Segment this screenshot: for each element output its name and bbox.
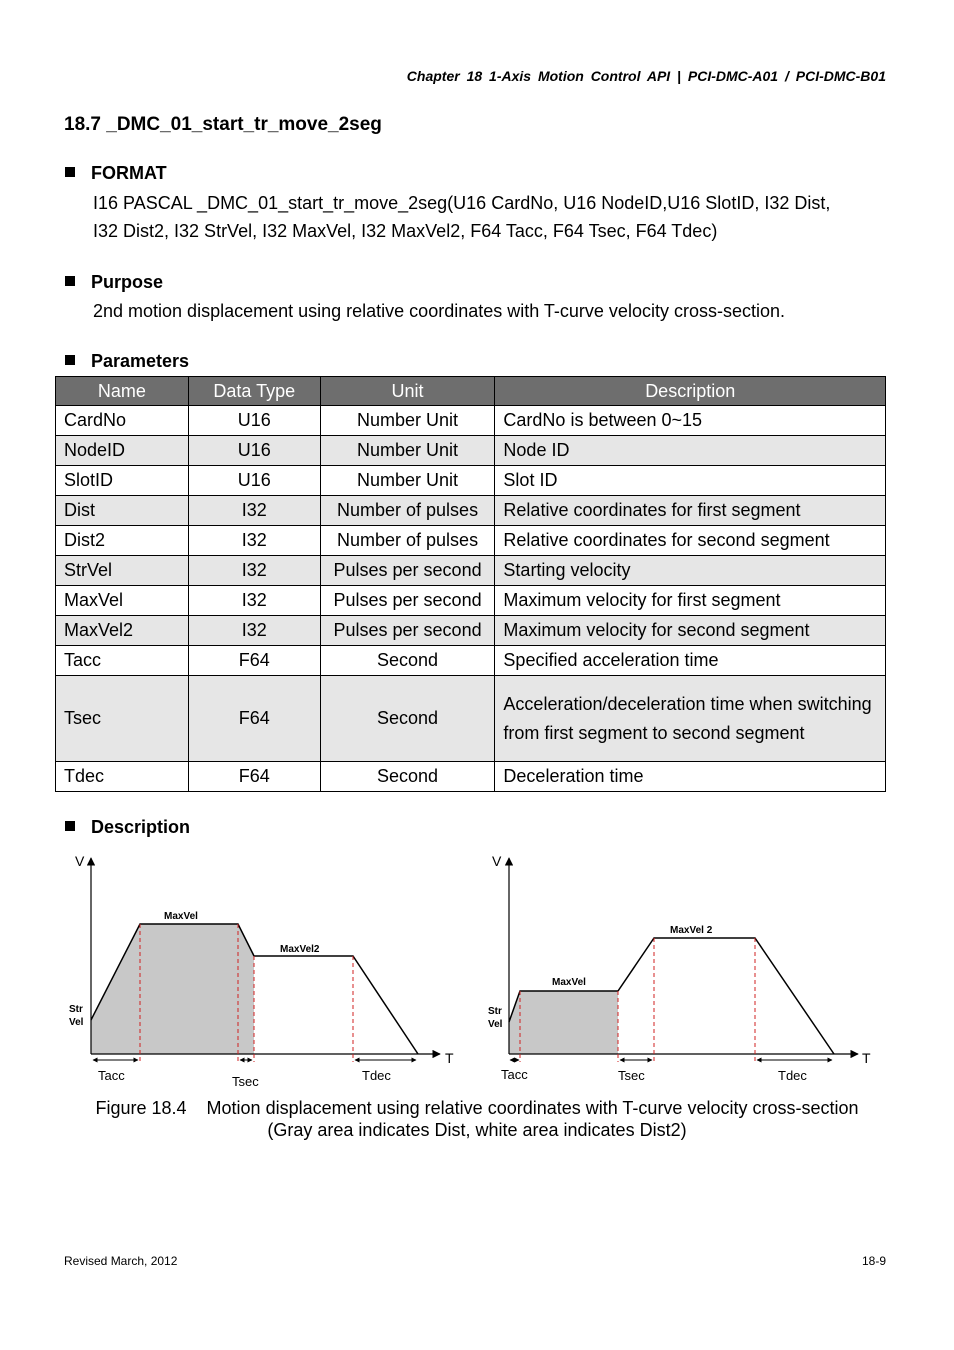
- footer-page-number: 18-9: [861, 1254, 886, 1268]
- param-description: Maximum velocity for second segment: [495, 616, 886, 646]
- format-line-1: I16 PASCAL _DMC_01_start_tr_move_2seg(U16 CardNo, U16 NodeID,U16 SlotID, I32 Dist,: [93, 193, 831, 213]
- column-header-name: Name: [56, 377, 189, 406]
- param-type: I32: [188, 586, 320, 616]
- figure-caption-line-1: Figure 18.4 Motion displacement using relative coordinates with T-curve velocity cross-section: [95, 1098, 859, 1118]
- param-unit: Number Unit: [320, 436, 495, 466]
- param-name: MaxVel2: [56, 616, 189, 646]
- param-name: StrVel: [56, 556, 189, 586]
- table-row: [56, 496, 886, 526]
- param-unit: Second: [320, 762, 495, 792]
- param-name: MaxVel: [56, 586, 189, 616]
- left-strvel-label-1: Str: [69, 1004, 83, 1015]
- param-description: Node ID: [495, 436, 886, 466]
- purpose-heading-label: Purpose: [91, 272, 164, 292]
- column-header-description: Description: [495, 377, 886, 406]
- column-header-unit: Unit: [320, 377, 495, 406]
- left-tacc-label: Tacc: [98, 1068, 125, 1083]
- velocity-profile-figure: [60, 848, 890, 1093]
- format-line-2: I32 Dist2, I32 StrVel, I32 MaxVel, I32 MaxVel2, F64 Tacc, F64 Tsec, F64 Tdec): [93, 221, 718, 241]
- param-description: Deceleration time: [495, 762, 886, 792]
- right-maxvel-label: MaxVel: [552, 977, 586, 988]
- param-description: Specified acceleration time: [495, 646, 886, 676]
- footer-revision: Revised March, 2012: [64, 1254, 178, 1268]
- param-type: I32: [188, 496, 320, 526]
- left-profile-diagram: [69, 853, 454, 1089]
- format-heading: [65, 163, 167, 184]
- param-unit: Second: [320, 676, 495, 762]
- param-description: Starting velocity: [495, 556, 886, 586]
- param-name: CardNo: [56, 406, 189, 436]
- param-description: Relative coordinates for first segment: [495, 496, 886, 526]
- param-name: Dist: [56, 496, 189, 526]
- param-description: Slot ID: [495, 466, 886, 496]
- left-t-label: T: [445, 1050, 454, 1066]
- right-dist-area: [509, 991, 618, 1054]
- param-type: U16: [188, 436, 320, 466]
- parameters-table: [55, 376, 886, 792]
- param-type: I32: [188, 526, 320, 556]
- right-maxvel2-label: MaxVel 2: [670, 925, 713, 936]
- bullet-square-icon: [65, 276, 75, 286]
- param-unit: Number Unit: [320, 406, 495, 436]
- right-strvel-label-1: Str: [488, 1006, 502, 1017]
- param-description: Maximum velocity for first segment: [495, 586, 886, 616]
- param-type: F64: [188, 646, 320, 676]
- column-header-data-type: Data Type: [188, 377, 320, 406]
- table-row: [56, 556, 886, 586]
- table-row: [56, 762, 886, 792]
- param-description: Relative coordinates for second segment: [495, 526, 886, 556]
- description-heading: [65, 817, 190, 838]
- table-row: [56, 406, 886, 436]
- section-title: 18.7 _DMC_01_start_tr_move_2seg: [64, 114, 382, 135]
- purpose-heading: [65, 272, 163, 293]
- table-row: [56, 676, 886, 762]
- param-unit: Pulses per second: [320, 556, 495, 586]
- param-unit: Pulses per second: [320, 616, 495, 646]
- bullet-square-icon: [65, 167, 75, 177]
- right-v-label: V: [492, 853, 502, 869]
- param-name: Tsec: [56, 676, 189, 762]
- table-header-row: [56, 377, 886, 406]
- parameters-heading: [65, 351, 189, 372]
- param-type: F64: [188, 762, 320, 792]
- param-unit: Second: [320, 646, 495, 676]
- right-tdec-label: Tdec: [778, 1068, 807, 1083]
- param-unit: Number of pulses: [320, 526, 495, 556]
- parameters-heading-label: Parameters: [91, 351, 190, 371]
- figure-caption: [0, 1097, 954, 1141]
- left-v-label: V: [75, 853, 85, 869]
- left-dist-area: [91, 924, 254, 1054]
- param-type: I32: [188, 616, 320, 646]
- left-tsec-label: Tsec: [232, 1074, 259, 1089]
- table-row: [56, 586, 886, 616]
- param-type: U16: [188, 406, 320, 436]
- param-type: I32: [188, 556, 320, 586]
- param-description: Acceleration/deceleration time when switching from first segment to second segment: [495, 676, 886, 762]
- running-header: Chapter 18 1-Axis Motion Control API | PCI-DMC-A01 / PCI-DMC-B01: [406, 68, 886, 84]
- figure-caption-line-2: (Gray area indicates Dist, white area indicates Dist2): [267, 1120, 687, 1140]
- left-maxvel2-label: MaxVel2: [280, 944, 320, 955]
- format-heading-label: FORMAT: [91, 163, 167, 183]
- table-row: [56, 466, 886, 496]
- param-type: U16: [188, 466, 320, 496]
- left-tdec-label: Tdec: [362, 1068, 391, 1083]
- bullet-square-icon: [65, 821, 75, 831]
- param-name: SlotID: [56, 466, 189, 496]
- right-tacc-label: Tacc: [501, 1067, 528, 1082]
- left-strvel-label-2: Vel: [69, 1017, 84, 1028]
- table-row: [56, 616, 886, 646]
- param-name: Dist2: [56, 526, 189, 556]
- right-tsec-label: Tsec: [618, 1068, 645, 1083]
- param-type: F64: [188, 676, 320, 762]
- description-heading-label: Description: [91, 817, 191, 837]
- purpose-text: 2nd motion displacement using relative coordinates with T-curve velocity cross-section.: [93, 301, 785, 321]
- param-name: NodeID: [56, 436, 189, 466]
- param-name: Tacc: [56, 646, 189, 676]
- param-unit: Number Unit: [320, 466, 495, 496]
- param-unit: Number of pulses: [320, 496, 495, 526]
- param-unit: Pulses per second: [320, 586, 495, 616]
- format-signature: [93, 189, 893, 245]
- table-row: [56, 526, 886, 556]
- right-profile-diagram: [488, 853, 871, 1083]
- right-strvel-label-2: Vel: [488, 1019, 503, 1030]
- table-row: [56, 436, 886, 466]
- left-maxvel-label: MaxVel: [164, 911, 198, 922]
- table-row: [56, 646, 886, 676]
- param-name: Tdec: [56, 762, 189, 792]
- bullet-square-icon: [65, 355, 75, 365]
- right-t-label: T: [862, 1050, 871, 1066]
- param-description: CardNo is between 0~15: [495, 406, 886, 436]
